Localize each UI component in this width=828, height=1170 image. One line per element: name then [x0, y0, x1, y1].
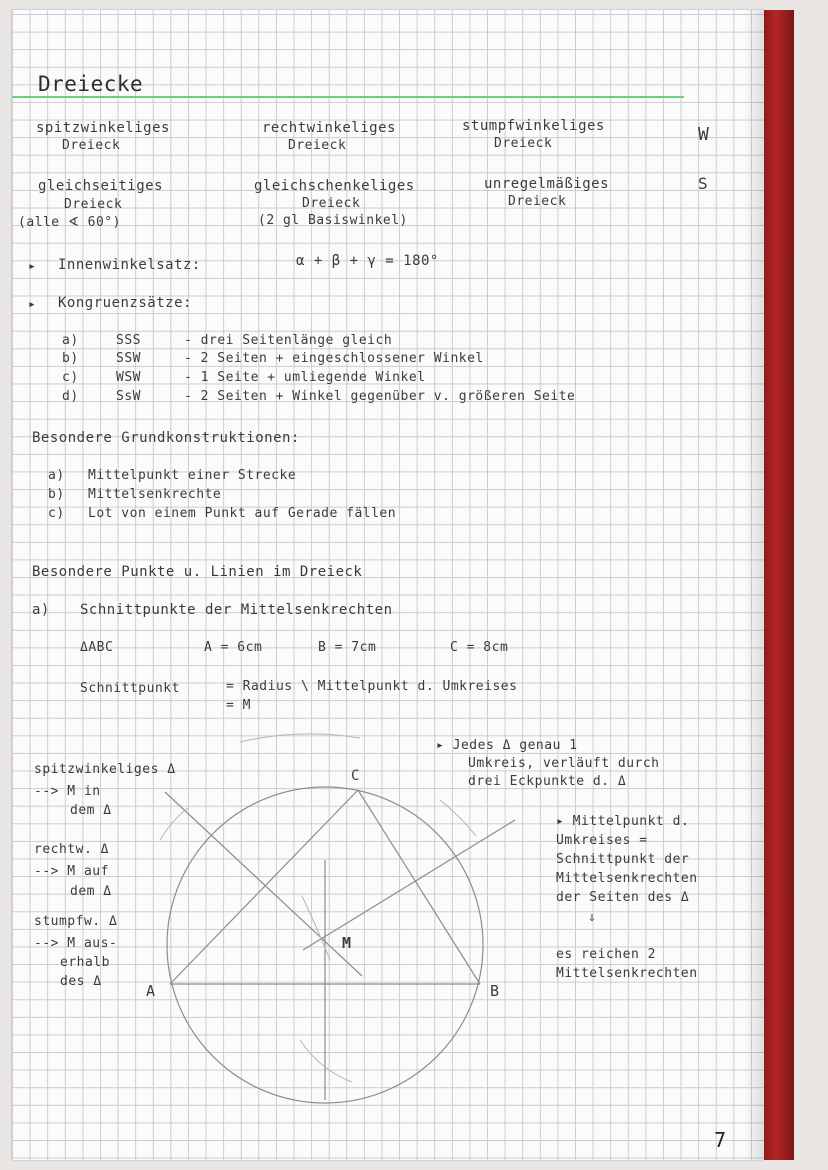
kongruenz-code: SSW	[116, 351, 141, 366]
bullet-icon: ▸	[28, 297, 37, 312]
perpendicular-bisector-ac	[165, 792, 362, 976]
kongruenz-code: WSW	[116, 370, 141, 385]
kongruenz-key: b)	[62, 351, 79, 366]
construction-arc	[302, 896, 330, 960]
kongruenz-text: - drei Seitenlänge gleich	[184, 333, 393, 348]
vertex-a: A	[146, 982, 156, 1000]
type-scalene-1: unregelmäßiges	[484, 176, 610, 192]
left-note: rechtw. Δ	[34, 842, 109, 857]
right-note: Umkreises =	[556, 833, 648, 848]
construction-arc	[440, 800, 476, 836]
left-note: --> M in	[34, 784, 101, 799]
page-title: Dreiecke	[38, 72, 144, 96]
punkte-a-text: Schnittpunkte der Mittelsenkrechten	[80, 602, 393, 618]
type-right-1: rechtwinkeliges	[262, 120, 396, 136]
right-note: ⇓	[588, 910, 597, 925]
schnittpunkt-eq1: = Radius \ Mittelpunkt d. Umkreises	[226, 679, 518, 694]
page-number: 7	[714, 1128, 727, 1152]
bullet-icon: ▸	[28, 259, 37, 274]
triangle-name: ΔABC	[80, 640, 114, 655]
kongruenz-text: - 1 Seite + umliegende Winkel	[184, 370, 426, 385]
left-note: --> M aus-	[34, 936, 118, 951]
left-note: dem Δ	[70, 803, 112, 818]
grund-key: b)	[48, 487, 65, 502]
right-note: Umkreis, verläuft durch	[468, 756, 660, 771]
side-a: A = 6cm	[204, 640, 263, 655]
point-m: M	[342, 934, 352, 952]
kongruenz-text: - 2 Seiten + eingeschlossener Winkel	[184, 351, 484, 366]
punkte-heading: Besondere Punkte u. Linien im Dreieck	[32, 564, 363, 580]
right-note: Mittelsenkrechten	[556, 871, 698, 886]
perpendicular-bisector-bc	[303, 820, 515, 950]
kongruenz-code: SSS	[116, 333, 141, 348]
type-obtuse-2: Dreieck	[494, 136, 553, 151]
type-equilateral-2: Dreieck	[64, 197, 123, 212]
marker-s: S	[698, 174, 709, 193]
construction-arc	[240, 734, 360, 742]
vertex-b: B	[490, 982, 500, 1000]
left-note: --> M auf	[34, 864, 109, 879]
right-note: ▸ Jedes Δ genau 1	[436, 738, 578, 753]
innenwinkelsatz-label: Innenwinkelsatz:	[58, 257, 201, 273]
side-b: B = 7cm	[318, 640, 377, 655]
type-isosceles-1: gleichschenkeliges	[254, 178, 415, 194]
side-c: C = 8cm	[450, 640, 509, 655]
innenwinkelsatz-formula: α + β + γ = 180°	[296, 253, 439, 269]
right-note: Mittelsenkrechten	[556, 966, 698, 981]
right-note: es reichen 2	[556, 947, 656, 962]
construction-arc	[300, 1040, 352, 1082]
kongruenz-label: Kongruenzsätze:	[58, 295, 192, 311]
right-note: der Seiten des Δ	[556, 890, 690, 905]
grund-item: Mittelpunkt einer Strecke	[88, 468, 297, 483]
kongruenz-key: c)	[62, 370, 79, 385]
left-note: dem Δ	[70, 884, 112, 899]
type-acute-1: spitzwinkeliges	[36, 120, 170, 136]
kongruenz-key: d)	[62, 389, 79, 404]
schnittpunkt-label: Schnittpunkt	[80, 681, 180, 696]
left-note: erhalb	[60, 955, 110, 970]
left-note: spitzwinkeliges Δ	[34, 762, 176, 777]
schnittpunkt-eq2: = M	[226, 698, 251, 713]
type-right-2: Dreieck	[288, 138, 347, 153]
grund-heading: Besondere Grundkonstruktionen:	[32, 430, 300, 446]
type-isosceles-2: Dreieck	[302, 196, 361, 211]
type-acute-2: Dreieck	[62, 138, 121, 153]
punkte-a-key: a)	[32, 602, 50, 618]
type-obtuse-1: stumpfwinkeliges	[462, 118, 605, 134]
type-isosceles-3: (2 gl Basiswinkel)	[258, 213, 408, 228]
kongruenz-code: SsW	[116, 389, 141, 404]
grund-item: Mittelsenkrechte	[88, 487, 222, 502]
left-note: stumpfw. Δ	[34, 914, 118, 929]
vertex-c: C	[351, 768, 360, 784]
grund-item: Lot von einem Punkt auf Gerade fällen	[88, 506, 397, 521]
grund-key: a)	[48, 468, 65, 483]
right-note: ▸ Mittelpunkt d.	[556, 814, 690, 829]
construction-arc	[160, 808, 188, 840]
grund-key: c)	[48, 506, 65, 521]
right-note: drei Eckpunkte d. Δ	[468, 774, 627, 789]
marker-w: W	[698, 124, 710, 145]
type-equilateral-1: gleichseitiges	[38, 178, 164, 194]
side-ac	[170, 790, 358, 984]
right-note: Schnittpunkt der	[556, 852, 690, 867]
kongruenz-key: a)	[62, 333, 79, 348]
kongruenz-text: - 2 Seiten + Winkel gegenüber v. größeren Seite	[184, 389, 576, 404]
type-scalene-2: Dreieck	[508, 194, 567, 209]
left-note: des Δ	[60, 974, 102, 989]
type-equilateral-3: (alle ∢ 60°)	[18, 215, 121, 230]
